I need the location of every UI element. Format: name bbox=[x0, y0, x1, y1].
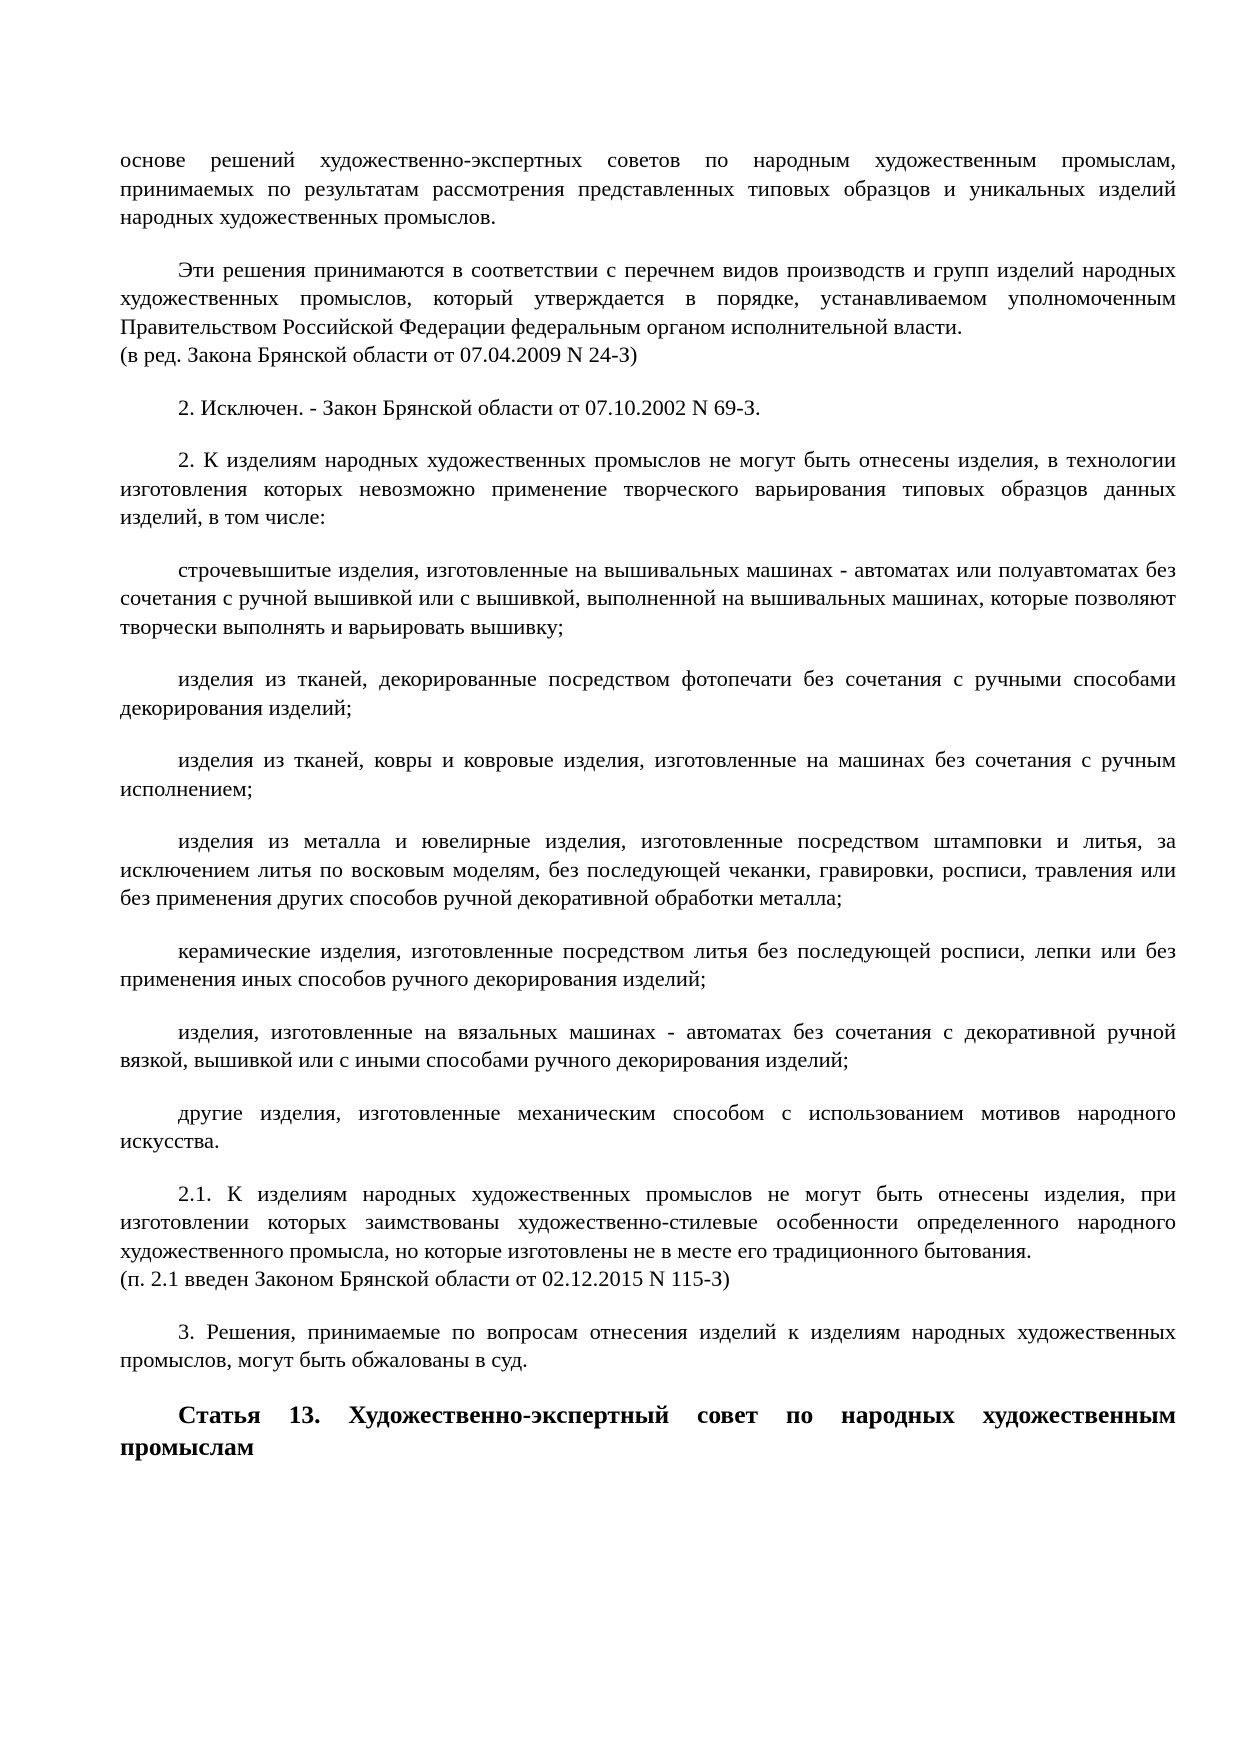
list-item: строчевышитые изделия, изготовленные на вышивальных машинах - автоматах или полуавтоматах без сочетания с ручной вышивкой или с вышивкой, выполненной на вышивальных машинах, которые позволяют творчески выполнять и варьировать вышивку; bbox=[120, 556, 1176, 639]
list-item: изделия, изготовленные на вязальных машинах - автоматах без сочетания с декоративной ручной вязкой, вышивкой или с иными способами ручного декорирования изделий; bbox=[120, 1018, 1176, 1072]
list-item: изделия из металла и ювелирные изделия, изготовленные посредством штамповки и литья, за исключением литья по восковым моделям, без последующей чеканки, гравировки, росписи, травления или без применения других способов ручной декоративной обработки металла; bbox=[120, 828, 1176, 910]
list-item: другие изделия, изготовленные механическим способом с использованием мотивов народного искусства. bbox=[120, 1099, 1176, 1153]
list-item: изделия из тканей, декорированные посредством фотопечати без сочетания с ручными способами декорирования изделий; bbox=[120, 666, 1176, 720]
paragraph-2: 2. К изделиям народных художественных промыслов не могут быть отнесены изделия, в технологии изготовления которых невозможно применение творческого варьирования типовых образцов данных изделий, в том числе: bbox=[120, 447, 1176, 529]
paragraph-decisions: Эти решения принимаются в соответствии с перечнем видов производств и групп изделий народных художественных промыслов, который утверждается в порядке, устанавливаемом уполномоченным Правительством Российской Федерации федеральным органом исполнительной власти. bbox=[120, 256, 1176, 339]
list-item: керамические изделия, изготовленные посредством литья без последующей росписи, лепки или без применения иных способов ручного декорирования изделий; bbox=[120, 937, 1176, 991]
paragraph-2-1: 2.1. К изделиям народных художественных промыслов не могут быть отнесены изделия, при изготовлении которых заимствованы художественно-стилевые особенности определенного народного художественного промысла, но которые изготовлены не в месте его традиционного бытования. bbox=[120, 1180, 1176, 1263]
amendment-note-2009: (в ред. Закона Брянской области от 07.04.2009 N 24-З) bbox=[120, 342, 638, 367]
article-13-heading: Статья 13. Художественно-экспертный совет по народных художественным промыслам bbox=[120, 1399, 1176, 1461]
list-item: изделия из тканей, ковры и ковровые изделия, изготовленные на машинах без сочетания с ручным исполнением; bbox=[120, 747, 1176, 801]
paragraph-excluded: 2. Исключен. - Закон Брянской области от 07.10.2002 N 69-З. bbox=[178, 394, 761, 420]
amendment-note-2015: (п. 2.1 введен Законом Брянской области от 02.12.2015 N 115-З) bbox=[120, 1266, 730, 1291]
document-page bbox=[120, 146, 1176, 1463]
paragraph-intro: основе решений художественно-экспертных советов по народным художественным промыслам, принимаемых по результатам рассмотрения представленных типовых образцов и уникальных изделий народных художественных промыслов. bbox=[120, 147, 1176, 229]
paragraph-3: 3. Решения, принимаемые по вопросам отнесения изделий к изделиям народных художественных промыслов, могут быть обжалованы в суд. bbox=[120, 1318, 1176, 1372]
